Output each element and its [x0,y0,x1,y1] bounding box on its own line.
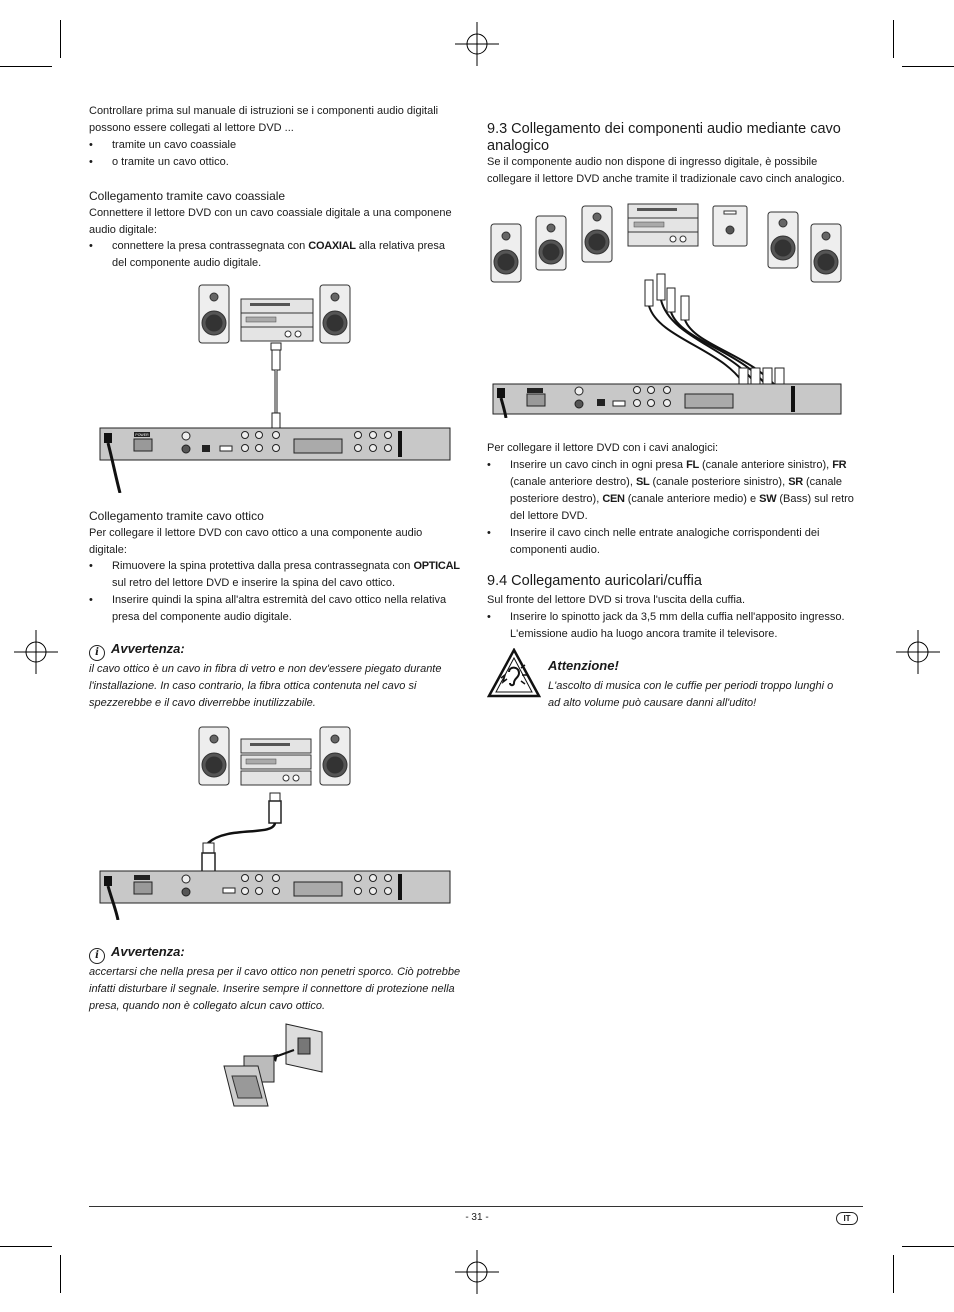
registration-mark-right [896,630,940,674]
info-icon: i [89,645,105,661]
section-9-4-paragraph: Sul fronte del lettore DVD si trova l'uscita della cuffia. [487,594,746,606]
coax-heading: Collegamento tramite cavo coassiale [89,189,286,203]
speaker-right [320,285,350,343]
registration-mark-top [455,22,499,66]
footer-rule [89,1206,863,1207]
list-item: • tramite un cavo coassiale [89,139,237,151]
svg-text:POWER: POWER [135,433,149,437]
section-9-4-bullet: • Inserire lo spinotto jack da 3,5 mm della cuffia nell'apposito ingresso. L'emissione audio ha luogo ancora tramite il televisore. [487,611,845,640]
section-9-3-paragraph: Se il componente audio non dispone di ingresso digitale, è possibile collegare il lettore DVD anche tramite il tradizionale cavo cinch analogico. [487,156,845,185]
list-item: • Inserire il cavo cinch nelle entrate analogiche corrispondenti dei componenti audio. [487,527,820,556]
speaker-left [199,285,229,343]
optical-heading: Collegamento tramite cavo ottico [89,509,264,523]
warning-title: Attenzione! [548,658,619,673]
optical-paragraph: Per collegare il lettore DVD con cavo ottico a una componente audio digitale: [89,527,423,556]
info-icon: i [89,948,105,964]
list-item: • Rimuovere la spina protettiva dalla presa contrassegnata con OPTICAL sul retro del lettore DVD e inserire la spina del cavo ottico. [89,560,460,589]
list-item: • o tramite un cavo ottico. [89,156,229,168]
list-item: • Inserire quindi la spina all'altra estremità del cavo ottico nella relativa presa del componente audio digitale. [89,594,447,623]
page-number: - 31 - [465,1212,489,1223]
optical-bullet-list [89,558,461,626]
note-2-text: accertarsi che nella presa per il cavo ottico non penetri sporco. Ciò potrebbe infatti disturbare il segnale. Inserire sempre il connettore di protezione nella presa, quando non è collegato alcun cavo ottico. [89,966,461,1012]
optical-connection-diagram [98,725,452,920]
coaxial-cable [271,343,281,433]
analog-intro: Per collegare il lettore DVD con i cavi analogici: [487,442,719,454]
note-1-title: i Avvertenza: [89,641,185,661]
note-1-text: il cavo ottico è un cavo in fibra di vetro e non dev'essere piegato durante l'installazione. In caso contrario, la fibra ottica contenuta nel cavo si spezzerebbe e il cavo diverrebbe inutilizzabile. [89,663,442,709]
intro-paragraph: Controllare prima sul manuale di istruzioni se i componenti audio digitali possono essere collegati al lettore DVD ... [89,105,439,134]
analog-connection-diagram [489,200,843,418]
section-9-3-heading: 9.3 Collegamento dei componenti audio mediante cavo analogico [487,121,841,154]
registration-mark-left [14,630,58,674]
optical-cable [202,793,281,879]
section-9-4-heading: 9.4 Collegamento auricolari/cuffia [487,573,702,589]
rca-plugs [645,274,784,390]
note-2-title: i Avvertenza: [89,944,185,964]
analog-bullet-list [487,457,865,559]
list-item: • Inserire un cavo cinch in ogni presa FL (canale anteriore sinistro), FR (canale anteriore destro), SL (canale posteriore sinistro), SR (canale posteriore destro), CEN (canale anteriore medio) e SW (Bass) sul retro del lettore DVD. [487,459,854,522]
coax-bullet: • connettere la presa contrassegnata con COAXIAL alla relativa presa del componente audio digitale. [89,240,445,269]
warning-text: L'ascolto di musica con le cuffie per periodi troppo lunghi o ad alto volume può causare danni all'udito! [548,680,834,709]
intro-bullet-list [89,137,459,171]
protective-cap-diagram [222,1020,326,1112]
language-badge: IT [836,1212,858,1225]
coaxial-connection-diagram [98,283,452,493]
coax-paragraph: Connettere il lettore DVD con un cavo coassiale digitale a una componene audio digitale: [89,207,452,236]
stereo-unit [241,299,313,341]
registration-mark-bottom [455,1250,499,1294]
hearing-warning-icon [487,648,541,698]
dvd-player-rear [100,428,450,493]
